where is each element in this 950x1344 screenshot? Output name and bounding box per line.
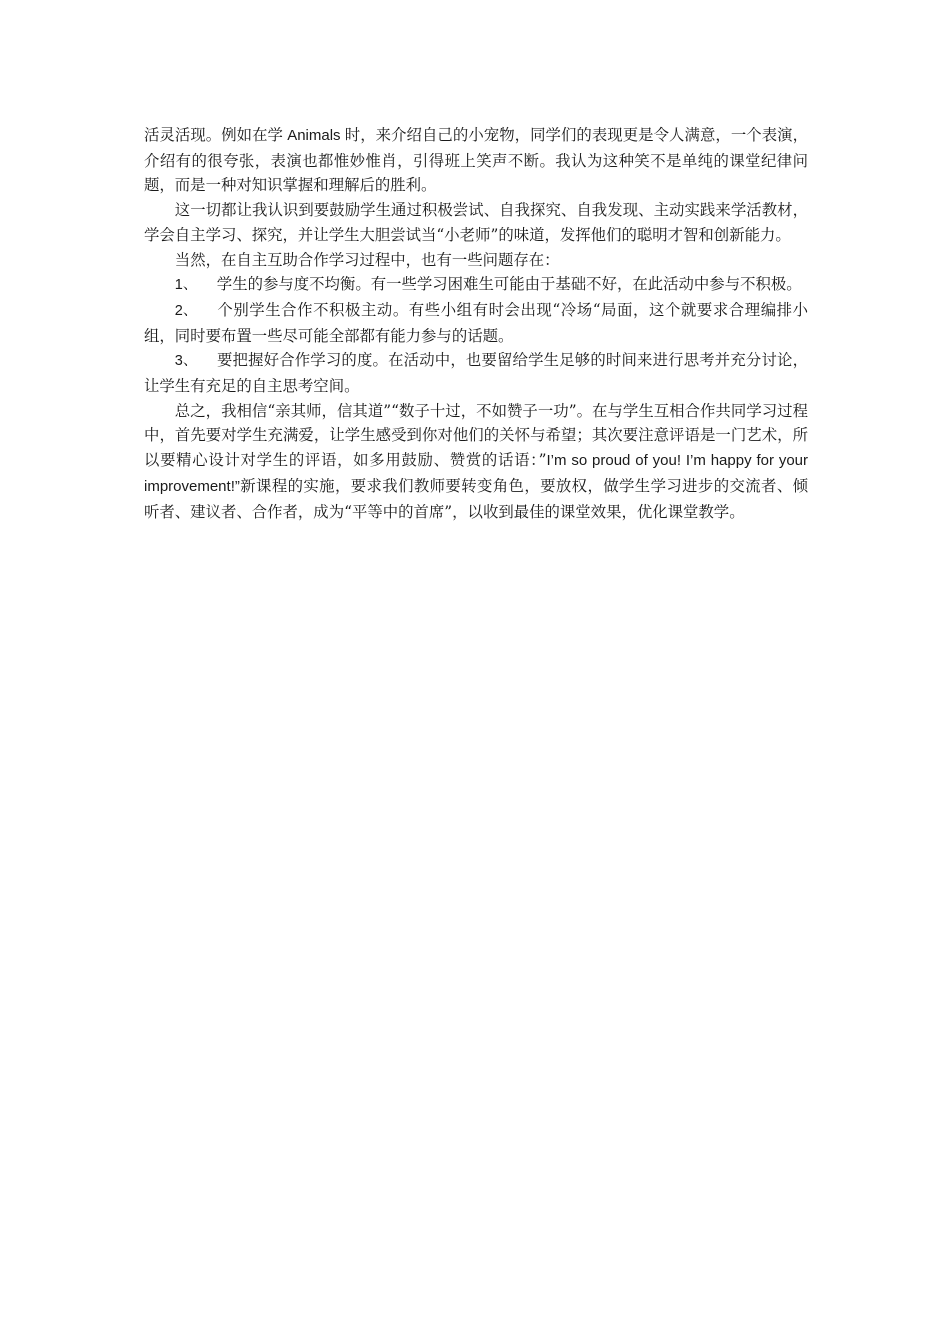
list-item-text: 要把握好合作学习的度。在活动中，也要留给学生足够的时间来进行思考并充分讨论，让学生有充足的自主思考空间。: [144, 351, 808, 396]
list-item-number: 3、: [174, 353, 198, 370]
paragraph-text: 时，来介绍自己的小宠物，同学们的表现更是令人满意，一个表演，介绍有的很夸张，表演也都惟妙惟肖，引得班上笑声不断。我认为这种笑不是单纯的课堂纪律问题，而是一种对知识掌握和理解后的胜利。: [144, 126, 808, 195]
paragraph-realization: 这一切都让我认识到要鼓励学生通过积极尝试、自我探究、自我发现、主动实践来学活教材，学会自主学习、探究，并让学生大胆尝试当“小老师”的味道，发挥他们的聪明才智和创新能力。: [144, 201, 808, 244]
paragraph-animals-example: [144, 123, 808, 198]
list-item: [144, 348, 808, 398]
list-item-text: 学生的参与度不均衡。有一些学习困难生可能由于基础不好，在此活动中参与不积极。: [216, 275, 802, 294]
list-item-number: 1、: [174, 277, 198, 294]
paragraph-text: 新课程的实施，要求我们教师要转变角色，要放权，做学生学习进步的交流者、倾听者、建议者、合作者，成为“平等中的首席”，以收到最佳的课堂效果，优化课堂教学。: [144, 476, 808, 521]
paragraph-text: 活灵活现。例如在学: [144, 126, 283, 144]
list-item: [144, 272, 808, 298]
latin-text: I’m so proud of you! I’m happy for your improvement!”: [144, 452, 809, 495]
list-item: [144, 298, 808, 348]
paragraph-problems-intro: 当然，在自主互助合作学习过程中，也有一些问题存在：: [174, 250, 560, 269]
list-item-number: 2、: [174, 302, 198, 319]
list-item-text: 个别学生合作不积极主动。有些小组有时会出现“冷场“局面，这个就要求合理编排小组，同时要布置一些尽可能全部都有能力参与的话题。: [144, 300, 808, 345]
paragraph-conclusion: [144, 399, 808, 525]
paragraph-text: 总之，我相信“亲其师，信其道”“数子十过，不如赞子一功”。在与学生互相合作共同学习过程中，首先要对学生充满爱，让学生感受到你对他们的关怀与希望；其次要注意评语是一门艺术，所以要精心设计对学生的评语，如多用鼓励、赞赏的话语：”: [144, 401, 808, 470]
document-body: [144, 123, 808, 524]
latin-text: Animals: [282, 127, 345, 144]
